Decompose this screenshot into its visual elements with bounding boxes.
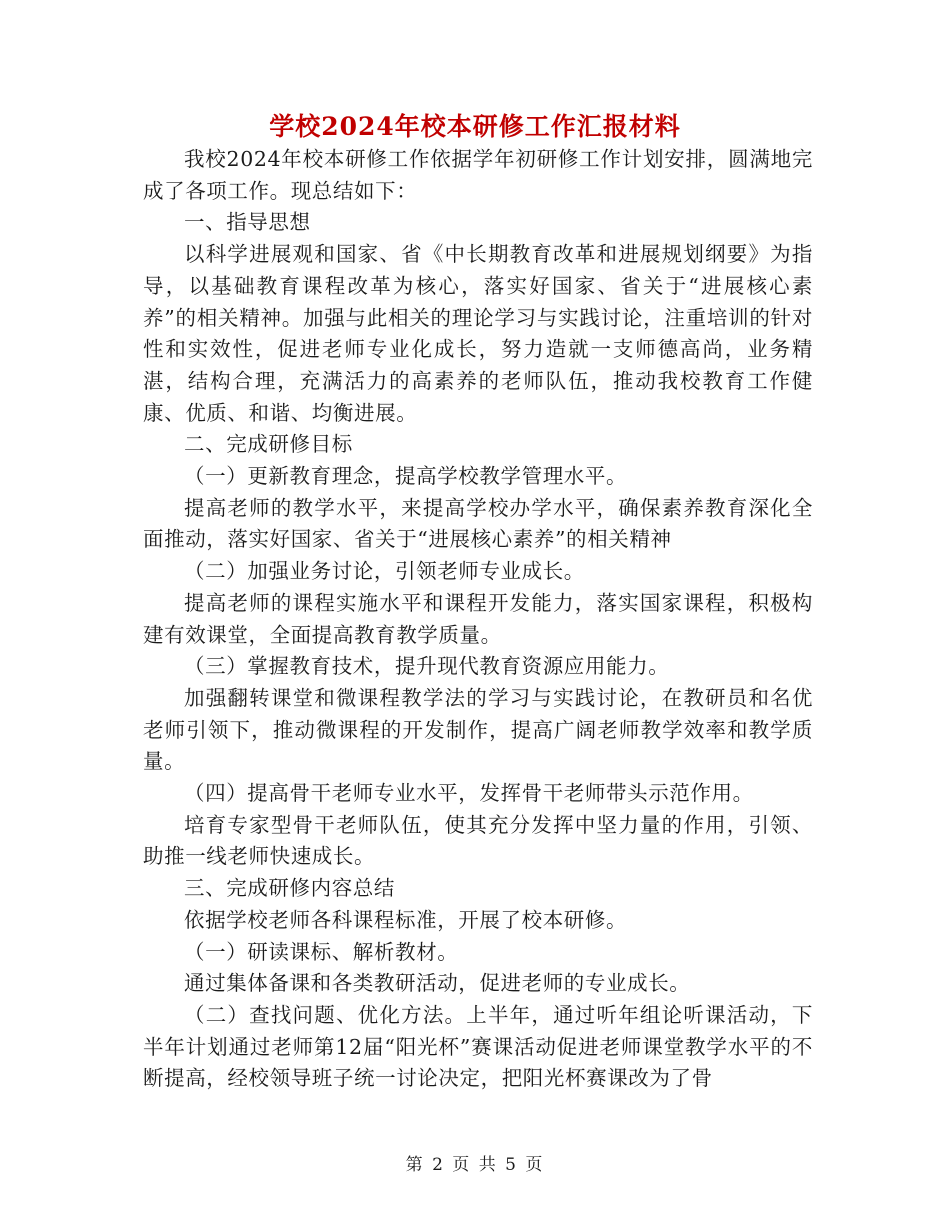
section-heading: 二、完成研修目标 <box>184 432 353 457</box>
paragraph: （二）查找问题、优化方法。上半年，通过听年组论听课活动，下半年计划通过老师第12届“阳光杯”赛课活动促进老师课堂教学水平的不断提高，经校领导班子统一讨论决定，把阳光杯赛课改为了骨 <box>143 1002 813 1091</box>
subsection-heading: （三）掌握教育技术，提升现代教育资源应用能力。 <box>184 654 670 679</box>
subsection-heading: （一）更新教育理念，提高学校教学管理水平。 <box>184 464 628 489</box>
paragraph: 我校2024年校本研修工作依据学年初研修工作计划安排，圆满地完成了各项工作。现总结如下： <box>143 147 813 203</box>
paragraph: 培育专家型骨干老师队伍，使其充分发挥中坚力量的作用，引领、助推一线老师快速成长。 <box>143 812 813 869</box>
section-heading: 一、指导思想 <box>184 210 311 235</box>
document-title: 学校2024年校本研修工作汇报材料 <box>269 112 681 141</box>
subsection-heading: （二）加强业务讨论，引领老师专业成长。 <box>184 559 585 584</box>
page-footer: 第 2 页 共 5 页 <box>405 1155 545 1175</box>
paragraph: 提高老师的教学水平，来提高学校办学水平，确保素养教育深化全面推动，落实好国家、省关于“进展核心素养”的相关精神 <box>143 495 813 552</box>
subsection-heading: （四）提高骨干老师专业水平，发挥骨干老师带头示范作用。 <box>184 781 754 806</box>
paragraph: 提高老师的课程实施水平和课程开发能力，落实国家课程，积极构建有效课堂，全面提高教育教学质量。 <box>143 590 813 647</box>
subsection-heading: （一）研读课标、解析教材。 <box>184 939 459 964</box>
document-body <box>143 144 813 1095</box>
paragraph: 通过集体备课和各类教研活动，促进老师的专业成长。 <box>184 971 691 996</box>
section-heading: 三、完成研修内容总结 <box>184 876 395 901</box>
paragraph: 以科学进展观和国家、省《中长期教育改革和进展规划纲要》为指导，以基础教育课程改革为核心，落实好国家、省关于“进展核心素养”的相关精神。加强与此相关的理论学习与实践讨论，注重培训的针对性和实效性，促进老师专业化成长，努力造就一支师德高尚，业务精湛，结构合理，充满活力的高素养的老师队伍，推动我校教育工作健康、优质、和谐、均衡进展。 <box>143 242 813 425</box>
paragraph: 依据学校老师各科课程标准，开展了校本研修。 <box>184 907 628 932</box>
paragraph: 加强翻转课堂和微课程教学法的学习与实践讨论，在教研员和名优老师引领下，推动微课程的开发制作，提高广阔老师教学效率和教学质量。 <box>143 685 813 774</box>
